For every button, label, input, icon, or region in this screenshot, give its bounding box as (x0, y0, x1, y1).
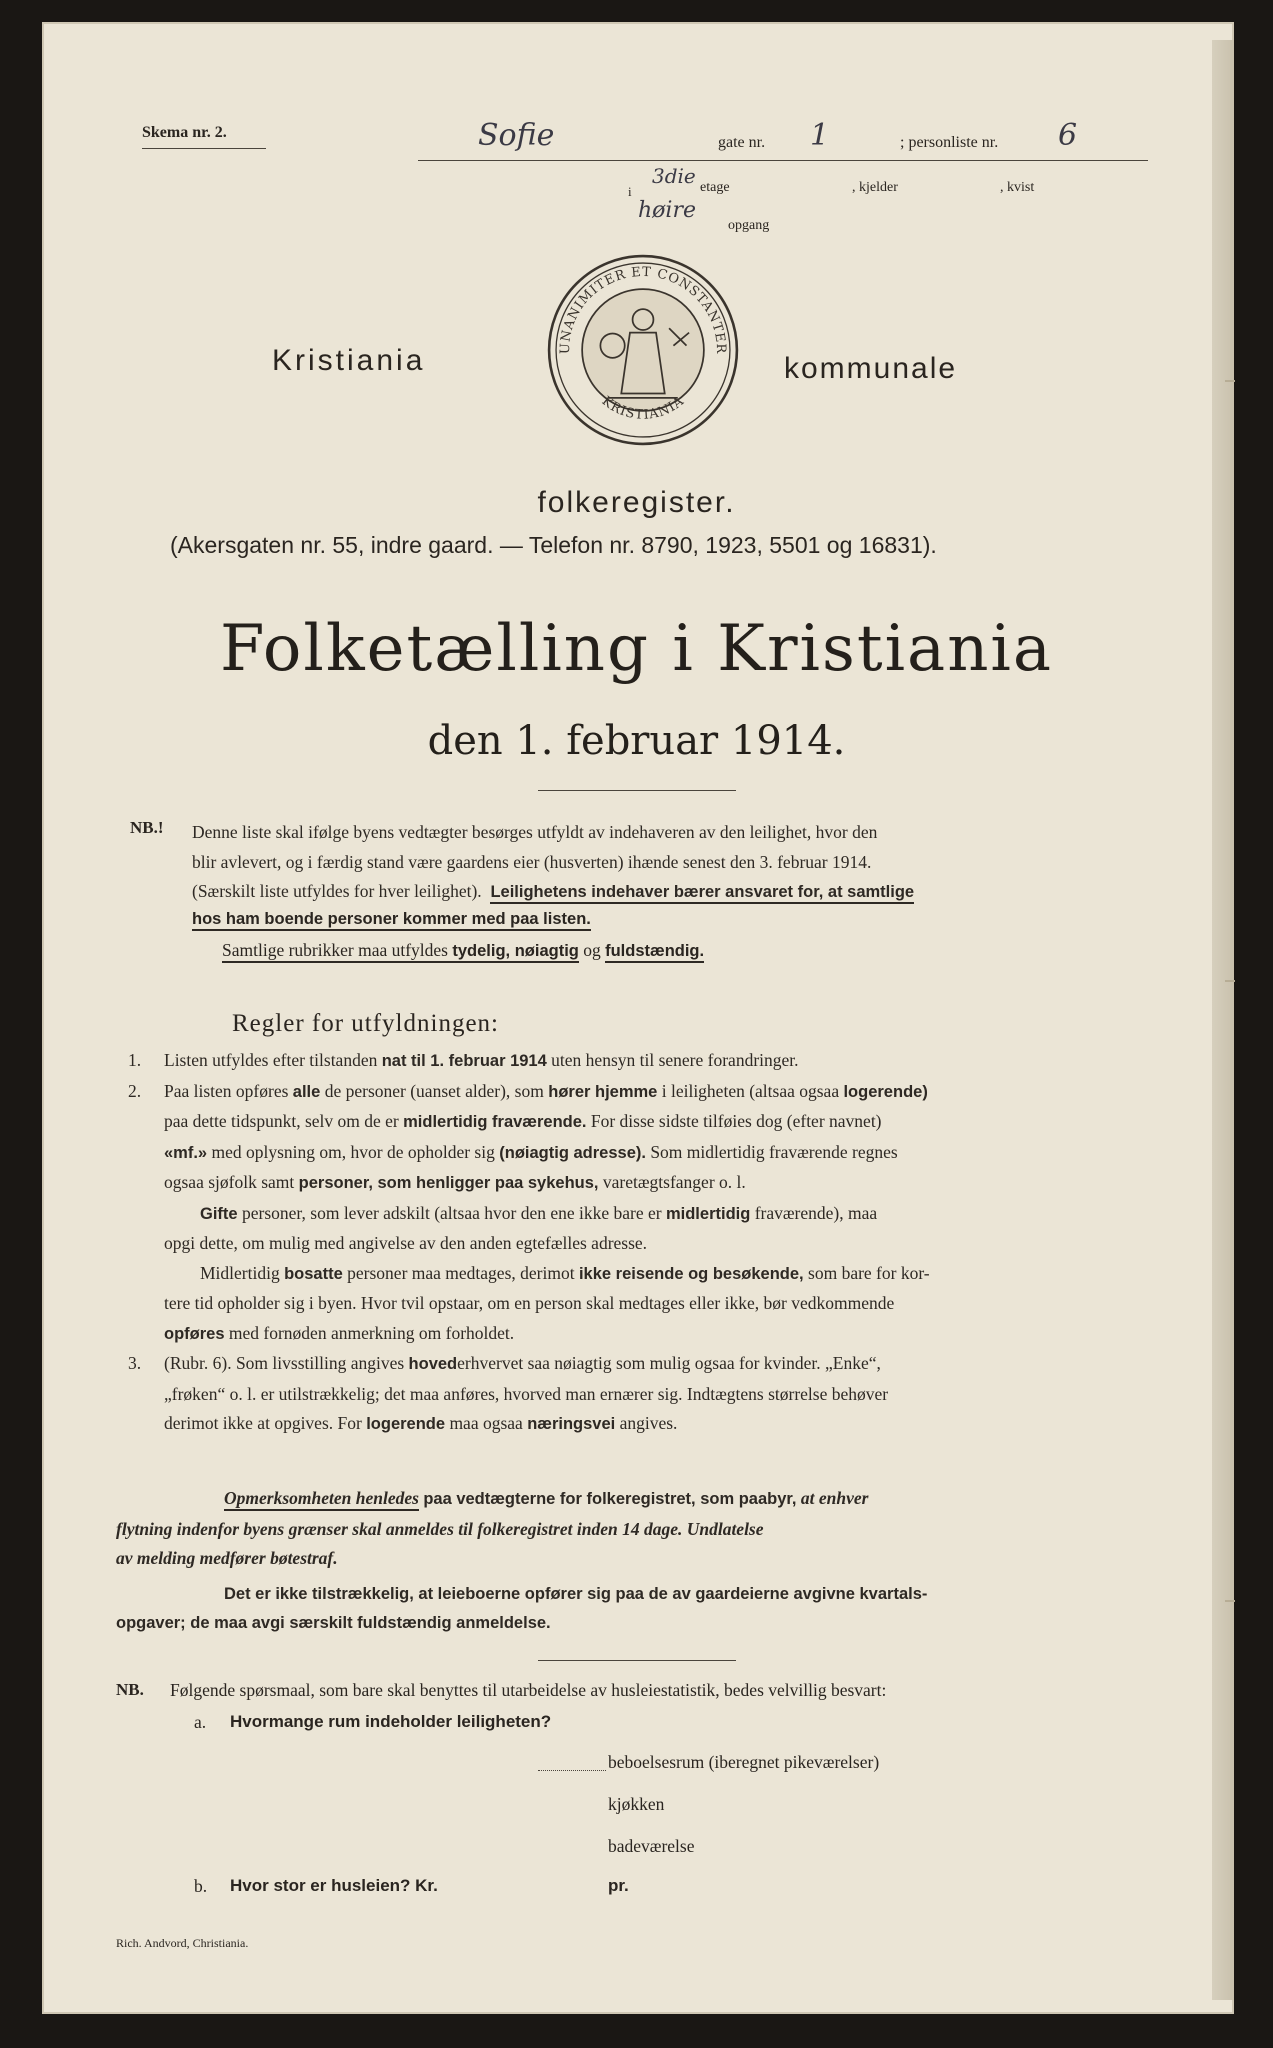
nb1-line: (Særskilt liste utfyldes for hver leilighet). (192, 881, 482, 901)
question-a: Hvormange rum indeholder leiligheten? (230, 1712, 552, 1731)
street-name-handwritten: Sofie (478, 118, 555, 153)
nb1-line: blir avlevert, og i færdig stand være gaardens eier (husverten) ihænde senest den 3. februar 1914. (192, 851, 872, 872)
institution-address: (Akersgaten nr. 55, indre gaard. — Telefon nr. 8790, 1923, 5501 og 16831). (170, 532, 937, 558)
i-label: i (628, 184, 632, 199)
institution-left: Kristiania (272, 344, 426, 377)
institution-right: kommunale (784, 352, 958, 385)
edge-mark (1225, 380, 1235, 382)
bath-label: badeværelse (608, 1836, 695, 1856)
nb1-line: Denne liste skal ifølge byens vedtægter besørges utfyldt av indehaveren av den leilighet, hvor den (192, 822, 878, 842)
per-label: pr. (608, 1876, 629, 1895)
header-underline (418, 160, 1148, 161)
folkeregister-heading: folkeregister. (537, 486, 736, 519)
notice-divider (538, 1660, 736, 1661)
title-divider (538, 790, 736, 791)
kvist-label: , kvist (1000, 180, 1035, 195)
seal-bottom-text: KRISTIANIA (598, 393, 688, 423)
question-b: Hvor stor er husleien? Kr. (230, 1876, 438, 1895)
floor-handwritten: 3die (652, 164, 696, 188)
edge-mark (1225, 980, 1235, 982)
nb1-emphasis: hos ham boende personer kommer med paa listen. (192, 910, 591, 929)
etage-label: etage (700, 180, 730, 195)
rooms-field[interactable] (538, 1770, 606, 1771)
edge-mark (1225, 1600, 1235, 1602)
kjelder-label: , kjelder (852, 180, 898, 195)
page-edge (1212, 40, 1234, 2000)
opgang-handwritten: høire (638, 198, 696, 223)
seal-top-text: UNANIMITER ET CONSTANTER (557, 264, 728, 355)
nb1-emphasis: Leilighetens indehaver bærer ansvaret for, at samtlige (490, 883, 914, 904)
rules-heading: Regler for utfyldningen: (232, 1010, 499, 1037)
gate-number-handwritten: 1 (810, 118, 830, 153)
kitchen-label: kjøkken (608, 1794, 665, 1814)
document-title: Folketælling i Kristiania (219, 612, 1054, 686)
nb1-line5: Samtlige rubrikker maa utfyldes tydelig, nøiagtig og fuldstændig. (222, 940, 704, 961)
schema-label: Skema nr. 2. (142, 124, 227, 141)
schema-underline (142, 148, 266, 149)
personliste-label: ; personliste nr. (900, 134, 999, 151)
notice-text: Opmerksomheten henledes paa vedtægterne for folkeregistret, som paabyr, at enhver flytning indenfor byens grænser skal anmeldes til folkeregistret inden 14 dage. Undlatelse av melding medfører bøtestraf. Det er ikke tilstrækkelig, at leieboerne opfører sig paa de av gaardeierne avgivne kvartals- opgaver; de maa avgi særskilt fuldstændig anmeldelse. (116, 1488, 928, 1632)
city-seal-emblem (528, 250, 758, 450)
rooms-label: beboelsesrum (iberegnet pikeværelser) (608, 1752, 880, 1772)
gate-label: gate nr. (718, 134, 766, 151)
nb2-intro: Følgende spørsmaal, som bare skal benyttes til utarbeidelse av husleiestatistik, bedes velvillig besvart: (170, 1680, 887, 1700)
document-subtitle: den 1. februar 1914. (427, 718, 846, 764)
printer-credit: Rich. Andvord, Christiania. (116, 1936, 249, 1950)
rules-list: 1. Listen utfyldes efter tilstanden nat til 1. februar 1914 uten hensyn til senere forandringer. 2. Paa listen opføres alle de personer (uanset alder), som hører hjemme i leiligheten (altsaa ogsaa logerende) paa dette tidspunkt, selv om de er midlertidig fraværende. For disse sidste tilføies dog (efter navnet) «mf.» med oplysning om, hvor de opholder sig (nøiagtig adresse). Som midlertidig fraværende regnes ogsaa sjøfolk samt personer, som henligger paa sykehus, varetægtsfanger o. l. Gifte personer, som lever adskilt (altsaa hvor den ene ikke bare er midlertidig fraværende), maa opgi dette, om mulig med angivelse av den anden egtefælles adresse. Midlertidig bosatte personer maa medtages, derimot ikke reisende og besøkende, som bare for kor- tere tid opholder sig i byen. Hvor tvil opstaar, om en person skal medtages eller ikke, bør vedkommende opføres med fornøden anmerkning om forholdet. 3. (Rubr. 6). Som livsstilling angives hovederhvervet saa nøiagtig som mulig ogsaa for kvinder. „Enke“, „frøken“ o. l. er utilstrækkelig; det maa anføres, hvorved man ernærer sig. Indtægtens størrelse behøver derimot ikke at opgives. For logerende maa ogsaa næringsvei angives. (128, 1050, 930, 1433)
question-a-label: a. (194, 1712, 207, 1732)
nb2-label: NB. (116, 1680, 144, 1699)
opgang-label: opgang (728, 218, 770, 233)
nb1-label: NB.! (130, 818, 164, 837)
question-b-label: b. (194, 1876, 208, 1896)
personliste-number-handwritten: 6 (1058, 118, 1078, 153)
nb1-text (192, 818, 1152, 908)
